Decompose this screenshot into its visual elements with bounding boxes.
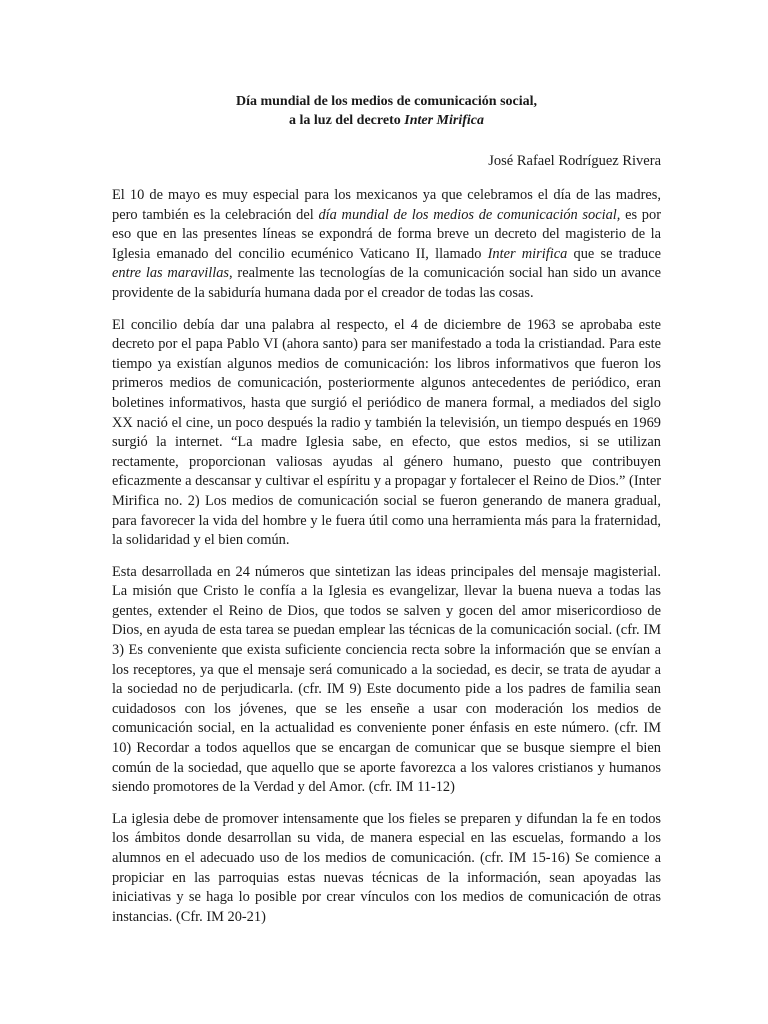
p1-text-e: que se traduce (567, 245, 662, 262)
p1-text-c: es por eso que en las presentes líneas se expondrá de forma breve un decreto del magisterio de la Iglesia emanado del concilio ecuménico Vaticano II, llamado (112, 206, 661, 262)
paragraph-4: La iglesia debe de promover intensamente que los fieles se preparen y difundan la fe en todos los ámbitos donde desarrollan su vida, de manera especial en las escuelas, formando a los alumnos en el adecuado uso de los medios de comunicación. (cfr. IM 15-16) Se comience a propiciar en las parroquias estas nuevas técnicas de la información, sean apoyadas las iniciativas y se haga lo posible por crear vínculos con los medios de comunicación de otras instancias. (Cfr. IM 20-21) (112, 810, 661, 925)
p1-italic-translation: entre las maravillas (112, 265, 229, 282)
title-decree-name: Inter Mirifica (404, 113, 484, 128)
p1-text-g: , realmente las tecnologías de la comunicación social han sido un avance providente de la sabiduría humana dada por el creador de todas las cosas. (112, 265, 661, 301)
document-title (112, 92, 661, 130)
title-line-1: Día mundial de los medios de comunicación social, (235, 94, 538, 109)
p1-text-a: El 10 de mayo es muy especial para los mexicanos ya que celebramos el día de las madres, pero también es la celebración del (112, 187, 661, 223)
document-page (112, 92, 661, 927)
title-line-2 (112, 111, 661, 130)
p1-italic-decree: Inter mirifica (487, 245, 568, 262)
p1-italic-day: día mundial de los medios de comunicación social, (318, 206, 621, 223)
paragraph-2: El concilio debía dar una palabra al respecto, el 4 de diciembre de 1963 se aprobaba este decreto por el papa Pablo VI (ahora santo) para ser manifestado a toda la cristiandad. Para este tiempo ya existían algunos medios de comunicación: los libros informativos que fueron los primeros medios de comunicación, posteriormente algunos antecedentes de periódico, eran boletines informativos, hasta que surgió el periódico de manera formal, a mediados del siglo XX nació el cine, un poco después la radio y también la televisión, un tiempo después en 1969 surgió la internet. “La madre Iglesia sabe, en efecto, que estos medios, si se utilizan rectamente, proporcionan valiosas ayudas al género humano, puesto que contribuyen eficazmente a descansar y cultivar el espíritu y a propagar y fortalecer el Reino de Dios.” (Inter Mirifica no. 2) Los medios de comunicación social se fueron generando de manera gradual, para favorecer la vida del hombre y le fuera útil como una herramienta más para la fraternidad, la solidaridad y el bien común. (112, 316, 661, 549)
paragraph-3: Esta desarrollada en 24 números que sintetizan las ideas principales del mensaje magisterial. La misión que Cristo le confía a la Iglesia es evangelizar, llevar la buena nueva a todas las gentes, extender el Reino de Dios, que todos se salven y gocen del amor misericordioso de Dios, en ayuda de esta tarea se puedan emplear las técnicas de la comunicación social. (cfr. IM 3) Es conveniente que exista suficiente conciencia recta sobre la información que se envían a los receptores, ya que el mensaje será comunicado a la sociedad, es decir, se trata de ayudar a la sociedad no de perjudicarla. (cfr. IM 9) Este documento pide a los padres de familia sean cuidadosos con los jóvenes, que se les enseñe a usar con moderación los medios de comunicación social, en la actualidad es conveniente poner énfasis en este número. (cfr. IM 10) Recordar a todos aquellos que se encargan de comunicar que se busque siempre el bien común de la sociedad, que aquello que se aporte favorezca a los valores cristianos y humanos siendo promotores de la Verdad y del Amor. (cfr. IM 11-12) (112, 563, 661, 796)
author-name: José Rafael Rodríguez Rivera (488, 153, 661, 169)
title-line-2-prefix: a la luz del decreto (289, 113, 405, 128)
paragraph-1 (112, 186, 661, 304)
